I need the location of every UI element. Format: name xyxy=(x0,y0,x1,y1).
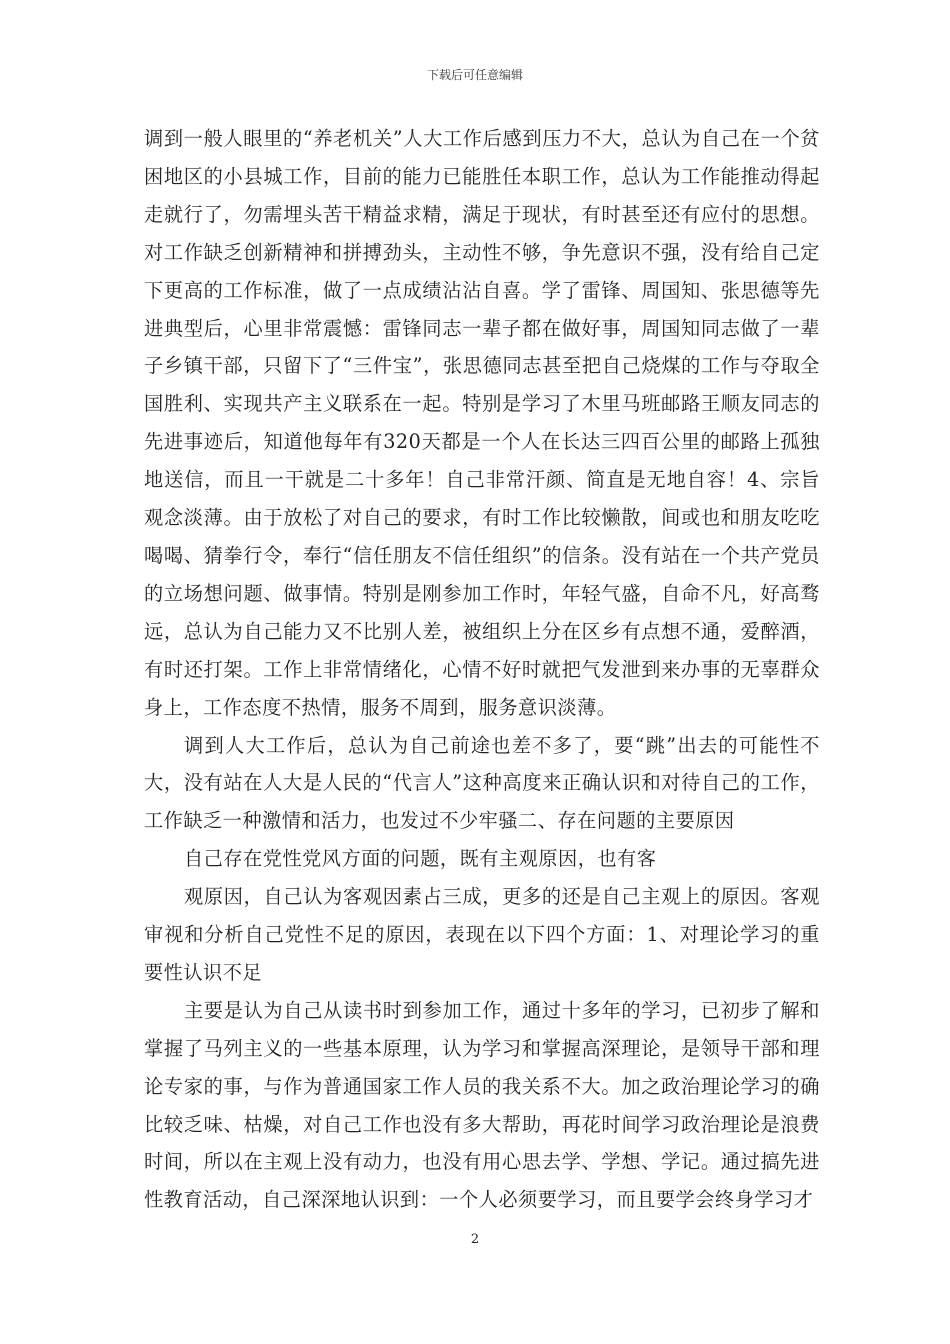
page-header: 下载后可任意编辑 xyxy=(426,68,523,82)
paragraph: 调到人大工作后，总认为自己前途也差不多了，要“跳”出去的可能性不大，没有站在人大是人民的“代言人”这种高度来正确认识和对待自己的工作，工作缺乏一种激情和活力，也发过不少牢骚二、存在问题的主要原因 xyxy=(144,733,820,833)
document-body xyxy=(144,120,820,1219)
paragraph: 主要是认为自己从读书时到参加工作，通过十多年的学习，已初步了解和掌握了马列主义的一些基本原理，认为学习和掌握高深理论，是领导干部和理论专家的事，与作为普通国家工作人员的我关系不大。加之政治理论学习的确比较乏味、枯燥，对自己工作也没有多大帮助，再花时间学习政治理论是浪费时间，所以在主观上没有动力，也没有用心思去学、学想、学记。通过搞先进性教育活动，自己深深地认识到：一个人必须要学习，而且要学会终身学习才 xyxy=(144,998,820,1212)
paragraph: 观原因，自己认为客观因素占三成，更多的还是自己主观上的原因。客观审视和分析自己党性不足的原因，表现在以下四个方面：1、对理论学习的重要性认识不足 xyxy=(144,885,820,984)
paragraph: 自己存在党性党风方面的问题，既有主观原因，也有客 xyxy=(184,847,657,871)
paragraph: 调到一般人眼里的“养老机关”人大工作后感到压力不大，总认为自己在一个贫困地区的小县城工作，目前的能力已能胜任本职工作，总认为工作能推动得起走就行了，勿需埋头苦干精益求精，满足于现状，有时甚至还有应付的思想。对工作缺乏创新精神和拼搏劲头，主动性不够，争先意识不强，没有给自己定下更高的工作标准，做了一点成绩沾沾自喜。学了雷锋、周国知、张思德等先进典型后，心里非常震憾：雷锋同志一辈子都在做好事，周国知同志做了一辈子乡镇干部，只留下了“三件宝”，张思德同志甚至把自己烧煤的工作与夺取全国胜利、实现共产主义联系在一起。特别是学习了木里马班邮路王顺友同志的先进事迹后，知道他每年有320天都是一个人在长达三四百公里的邮路上孤独地送信，而且一干就是二十多年！自己非常汗颜、简直是无地自容！4、宗旨观念淡薄。由于放松了对自己的要求，有时工作比较懒散，间或也和朋友吃吃喝喝、猜拳行令，奉行“信任朋友不信任组织”的信条。没有站在一个共产党员的立场想问题、做事情。特别是刚参加工作时，年轻气盛，自命不凡，好高骛远，总认为自己能力又不比别人差，被组织上分在区乡有点想不通，爱醉酒，有时还打架。工作上非常情绪化，心情不好时就把气发泄到来办事的无辜群众身上，工作态度不热情，服务不周到，服务意识淡薄。 xyxy=(144,127,820,719)
page-number: 2 xyxy=(470,1232,480,1247)
